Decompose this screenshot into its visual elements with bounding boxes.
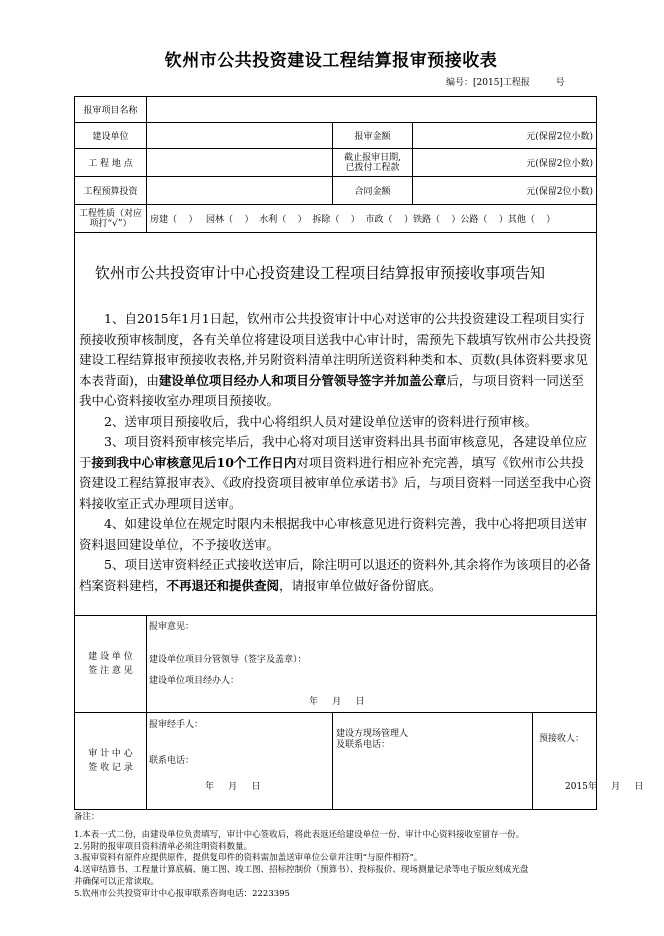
remarks-label: 备注：: [74, 812, 100, 822]
remark-item: 2.另附的报审项目资料清单必须注明资料数量。: [74, 841, 253, 852]
notice-item-5-tail: ，请报审单位做好备份留底。: [279, 577, 442, 593]
location-field[interactable]: [147, 149, 333, 177]
notice-item-1: [79, 309, 592, 412]
remark-item: 4.送审结算书、工程量计算底稿、施工图、竣工图、招标控制价（预算书）、投标报价、现场测量记录等电子版应刻成光盘: [74, 865, 529, 876]
audit-date-right: 2015年 月 日: [565, 782, 644, 792]
notice-item-1-emphasis: 建设单位项目经办人和项目分管领导签字并加盖公章: [158, 372, 447, 388]
audit-record-label-line1: 审 计 中 心: [88, 749, 133, 759]
notice-item-1-tail: 后，与项目资料一同送至我中心资料接收室办理项目预接收。: [79, 372, 584, 408]
submission-form: [74, 96, 644, 810]
builder-opinion-prompt: 报审意见：: [149, 622, 195, 632]
budget-field[interactable]: [147, 177, 333, 205]
contract-label: 合同金额: [333, 177, 413, 205]
notice-item-3: [79, 432, 592, 514]
remark-item: 5.钦州市公共投资审计中心报审联系咨询电话：2223395: [74, 888, 290, 899]
builder-opinion-field[interactable]: [147, 616, 597, 713]
builder-field[interactable]: [147, 123, 333, 149]
notice-item-3-emphasis: 接到我中心审核意见后10个工作日内: [91, 454, 297, 470]
amount-field[interactable]: [413, 123, 597, 149]
contract-field[interactable]: [413, 177, 597, 205]
nature-options[interactable]: 房建（ ） 园林（ ） 水利（ ） 拆除（ ） 市政（ ）铁路（ ）公路（ ）其他（ ）: [147, 205, 597, 233]
builder-date: 年 月 日: [309, 697, 365, 707]
builder-leader-prompt: 建设单位项目分管领导（签字及盖章）：: [149, 655, 307, 665]
serial-number: 编号：[2015]工程报 号: [446, 78, 565, 88]
project-name-label: 报审项目名称: [75, 97, 147, 123]
site-manager-field[interactable]: [333, 713, 533, 809]
deadline-unit: 元(保留2位小数): [526, 159, 594, 169]
notice-item-5: [79, 555, 592, 596]
notice-item-5-emphasis: 不再退还和提供查阅: [166, 577, 280, 593]
nature-label-line1: 工程性质（对应: [78, 208, 142, 219]
audit-right-area: [333, 713, 644, 810]
location-label: 工 程 地 点: [75, 149, 147, 177]
notice-item-1-text: 1、自2015年1月1日起，钦州市公共投资审计中心对送审的公共投资建设工程项目实行预接收预审核制度，各有关单位将建设项目送我中心审计时，需预先下载填写钦州市公共投资建设工程结算报审预接收表格,并另附资料清单注明所送资料种类和本、页数(具体资料要求见本表背面)，由: [79, 311, 592, 388]
nature-label-line2: 项打“√”）: [89, 218, 132, 229]
audit-record-label-line2: 签 收 记 录: [88, 763, 133, 773]
audit-record-label: [75, 713, 147, 810]
deadline-label: [333, 149, 413, 177]
audit-handler-field[interactable]: [147, 713, 333, 810]
builder-label: 建设单位: [75, 123, 147, 149]
builder-opinion-label: [75, 616, 147, 713]
remark-item: 3.报审资料有原件应提供原件，提供复印件的资料需加盖送审单位公章并注明“与原件相符”。: [74, 853, 423, 864]
amount-unit: 元(保留2位小数): [526, 132, 594, 142]
contract-unit: 元(保留2位小数): [526, 187, 594, 197]
budget-label: 工程预算投资: [75, 177, 147, 205]
receiver-prompt: 预接收人：: [539, 734, 585, 744]
nature-label: [75, 205, 147, 233]
notice-item-3-tail: 对项目资料进行相应补充完善，填写《钦州市公共投资建设工程结算报审表》、《政府投资项目被审单位承诺书》后，与项目资料一同送至我中心资料接收室正式办理项目送审。: [79, 454, 592, 511]
project-name-field[interactable]: [147, 97, 597, 123]
remark-item: 1.本表一式二份，由建设单位负责填写，审计中心签收后，将此表返还给建设单位一份、审计中心资料接收室留存一份。: [74, 829, 525, 840]
deadline-label-line2: 已拨付工程款: [345, 162, 400, 173]
notice-item-5-text: 5、项目送审资料经正式接收送审后，除注明可以退还的资料外,其余将作为该项目的必备档案资料建档，: [79, 557, 591, 593]
page-title: 钦州市公共投资建设工程结算报审预接收表: [164, 51, 498, 71]
builder-opinion-label-line2: 签 注 意 见: [88, 666, 133, 676]
site-manager-prompt-line1: 建设方现场管理人: [336, 729, 409, 739]
builder-handler-prompt: 建设单位项目经办人：: [149, 676, 240, 686]
notice-section: [75, 233, 597, 616]
audit-date-left: 年 月 日: [205, 782, 261, 792]
audit-handler-prompt: 报审经手人：: [149, 720, 204, 730]
deadline-field[interactable]: [413, 149, 597, 177]
audit-phone-prompt: 联系电话：: [149, 756, 195, 766]
remarks-section: [74, 812, 664, 901]
remark-item: 并确保可以正常读取。: [74, 876, 160, 887]
notice-item-4: 4、如建设单位在规定时限内未根据我中心审核意见进行资料完善，我中心将把项目送审资料退回建设单位，不予接收送审。: [79, 516, 587, 552]
notice-item-3-text: 3、项目资料预审核完毕后，我中心将对项目送审资料出具书面审核意见，各建设单位应于: [79, 434, 587, 470]
deadline-label-line1: 截止报审日期,: [344, 152, 401, 163]
notice-item-2: 2、送审项目预接收后，我中心将组织人员对建设单位送审的资料进行预审核。: [104, 413, 537, 429]
builder-opinion-label-line1: 建 设 单 位: [88, 652, 133, 662]
site-manager-prompt-line2: 及联系电话：: [336, 740, 391, 750]
notice-title: 钦州市公共投资审计中心投资建设工程项目结算报审预接收事项告知: [95, 264, 546, 282]
amount-label: 报审金额: [333, 123, 413, 149]
